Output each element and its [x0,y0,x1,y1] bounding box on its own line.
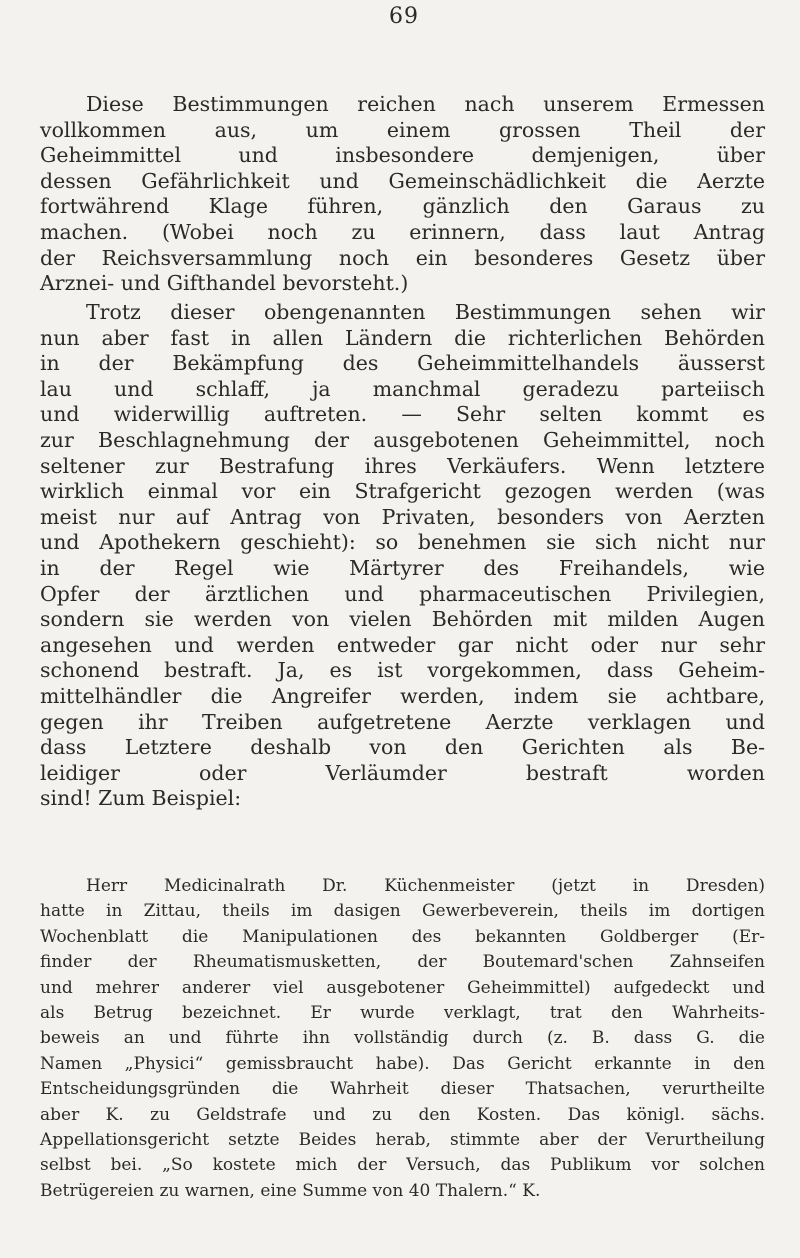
text-line: in der Bekämpfung des Geheimmittelhandels äusserst [40,351,765,376]
text-line: leidiger oder Verläumder bestraft worden [40,760,765,785]
text-line: beweis an und führte ihn vollständig durch (z. B. dass G. die [40,1028,765,1049]
text-line: und mehrer anderer viel ausgebotener Geheimmittel) aufgedeckt und [40,977,765,998]
text-line: Arznei- und Gifthandel bevorsteht.) [40,271,409,296]
text-line: Appellationsgericht setzte Beides herab, stimmte aber der Verurtheilung [40,1130,765,1151]
text-line: fortwährend Klage führen, gänzlich den Garaus zu [40,194,765,219]
text-line: Betrügereien zu warnen, eine Summe von 40 Thalern.“ K. [40,1180,541,1201]
text-line: Geheimmittel und insbesondere demjenigen, über [40,143,765,168]
text-line: wirklich einmal vor ein Strafgericht gezogen werden (was [40,479,765,504]
text-line: Trotz dieser obengenannten Bestimmungen sehen wir [86,300,765,324]
text-line: Diese Bestimmungen reichen nach unserem Ermessen [86,92,765,116]
text-line: Herr Medicinalrath Dr. Küchenmeister (jetzt in Dresden) [86,876,765,896]
text-line: angesehen und werden entweder gar nicht oder nur sehr [40,632,765,657]
text-line: sind! Zum Beispiel: [40,786,242,811]
text-line: zur Beschlagnehmung der ausgebotenen Geheimmittel, noch [40,427,765,452]
page-number: 69 [389,4,419,29]
text-line: und widerwillig auftreten. — Sehr selten kommt es [40,402,765,427]
text-line: aber K. zu Geldstrafe und zu den Kosten. Das königl. sächs. [40,1104,765,1125]
quote-block [40,874,765,1204]
text-line: selbst bei. „So kostete mich der Versuch, das Publikum vor solchen [40,1155,765,1176]
text-line: machen. (Wobei noch zu erinnern, dass laut Antrag [40,219,765,244]
paragraph-1 [40,92,765,297]
text-line: seltener zur Bestrafung ihres Verkäufers. Wenn letztere [40,453,765,478]
text-line: Wochenblatt die Manipulationen des bekannten Goldberger (Er- [40,926,765,947]
text-line: sondern sie werden von vielen Behörden mit milden Augen [40,607,765,632]
text-line: dass Letztere deshalb von den Gerichten als Be- [40,735,765,760]
text-line: Namen „Physici“ gemissbraucht habe). Das Gericht erkannte in den [40,1053,765,1074]
text-line: nun aber fast in allen Ländern die richterlichen Behörden [40,325,765,350]
text-line: als Betrug bezeichnet. Er wurde verklagt, trat den Wahrheits- [40,1003,765,1024]
text-line: schonend bestraft. Ja, es ist vorgekommen, dass Geheim- [40,658,765,683]
text-line: lau und schlaff, ja manchmal geradezu parteiisch [40,376,765,401]
text-line: finder der Rheumatismusketten, der Boutemard'schen Zahnseifen [40,952,765,973]
text-line: hatte in Zittau, theils im dasigen Gewerbeverein, theils im dortigen [40,901,765,922]
text-line: meist nur auf Antrag von Privaten, besonders von Aerzten [40,504,765,529]
text-line: mittelhändler die Angreifer werden, indem sie achtbare, [40,683,765,708]
text-line: Opfer der ärztlichen und pharmaceutischen Privilegien, [40,581,765,606]
paragraph-2 [40,300,765,812]
text-line: Entscheidungsgründen die Wahrheit dieser Thatsachen, verurtheilte [40,1079,765,1100]
text-line: in der Regel wie Märtyrer des Freihandels, wie [40,555,765,580]
text-line: vollkommen aus, um einem grossen Theil der [40,117,765,142]
text-line: der Reichsversammlung noch ein besonderes Gesetz über [40,245,765,270]
text-line: dessen Gefährlichkeit und Gemeinschädlichkeit die Aerzte [40,168,765,193]
text-line: und Apothekern geschieht): so benehmen sie sich nicht nur [40,530,765,555]
text-line: gegen ihr Treiben aufgetretene Aerzte verklagen und [40,709,765,734]
